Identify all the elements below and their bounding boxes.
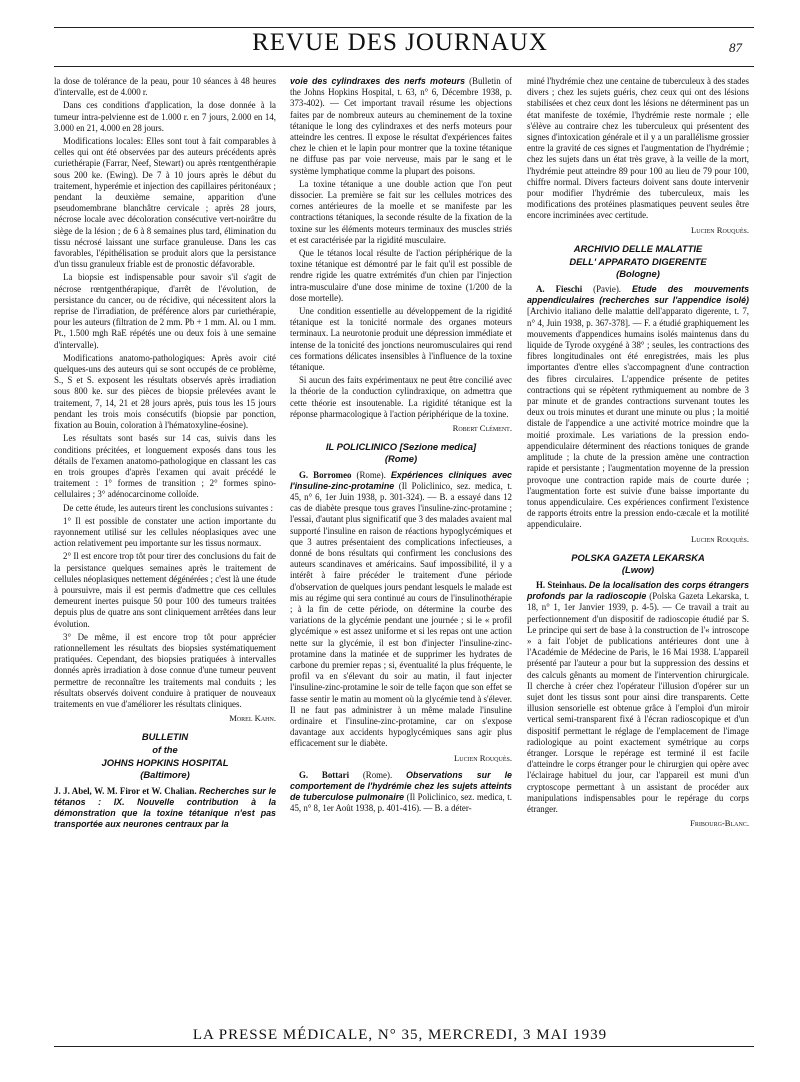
article-authors: H. Steinhaus. bbox=[536, 579, 587, 590]
author-signature: Fribourg-Blanc. bbox=[690, 818, 749, 829]
section-heading-line: DELL' APPARATO DIGERENTE bbox=[569, 255, 707, 267]
article-city: (Rome). bbox=[356, 469, 386, 480]
article-entry bbox=[527, 284, 749, 530]
section-heading bbox=[54, 730, 276, 769]
paragraph: Que le tétanos local résulte de l'action périphérique de la toxine tétanique est démontré par le fait qu'il est possible de rendre rigide les quatre extrémités d'un chien par l'injection intra-musculaire d'une dose minime de toxine (1/200 de la dose mortelle). bbox=[290, 248, 512, 303]
page-number: 87 bbox=[729, 40, 742, 55]
article-authors: J. J. Abel, W. M. Firor et W. Chalian. bbox=[54, 785, 197, 796]
paragraph: Modifications locales: Elles sont tout à fait comparables à celles qui ont été observées par des auteurs précédents après curiethérapie (Farrar, Neef, Stewart) ou après rœntgenthérapie sous 200 ke. (Ewing). De 7 à 10 jours après le début du traitement, hyperémie et injection des capillaires péritonéaux ; pendant la deuxième semaine, apparition d'une pseudomembrane blanchâtre cervicale ; après 28 jours, nécrose locale avec décoloration consécutive vert-noirâtre du siège de la lésion ; de 6 à 8 semaines plus tard, élimination du tissu nécrosé laissant une surface granuleuse. Dans les cas favorables, l'épithélisation se produit alors que la persistance d'un tissu granuleux friable est de pronostic défavorable. bbox=[54, 136, 276, 270]
paragraph: la dose de tolérance de la peau, pour 10 séances à 48 heures d'intervalle, est de 4.000 r. bbox=[54, 76, 276, 98]
column-1 bbox=[54, 76, 276, 832]
section-location: (Baltimore) bbox=[140, 769, 190, 781]
section-heading bbox=[527, 242, 749, 268]
column-2 bbox=[290, 76, 512, 817]
article-title: De la localisation des corps étrangers profonds par la radioscopie bbox=[527, 579, 750, 602]
section-heading-line: JOHNS HOPKINS HOSPITAL bbox=[101, 757, 229, 769]
article-city: (Pavie). bbox=[593, 284, 622, 295]
paragraph: La biopsie est indispensable pour savoir s'il s'agit de nécrose rœntgenthérapique, d'arrêt de l'évolution, de persistance du cancer, ou de récidive, qui nécessitent alors la reprise de l'irradiation, de préférence alors par curiethérapie, pour les auteurs (filtration de 2 mm. Pb + 1 mm. Al. ou 1 mm. Pt., 1.500 mgh RaE répétés une ou deux fois à une semaine d'intervalle). bbox=[54, 272, 276, 350]
article-city: (Rome). bbox=[362, 769, 393, 780]
article-body: (Bulletin of the Johns Hopkins Hospital, t. 63, n° 6, Décembre 1938, p. 373-402). — Cet important travail résume les objections faites par de nombreux auteurs au cheminement de la toxine tétanique le long des cylindraxes et des nerfs moteurs pour atteindre les centres. Il expose le résultat d'expériences faites chez le chien et le lapin pour montrer que la toxine tétanique ne diffuse pas par voie nerveuse, mais par le sang et le système lymphatique comme la plupart des poisons. bbox=[290, 76, 513, 176]
section-location: (Lwow) bbox=[621, 563, 655, 575]
article-continuation bbox=[290, 76, 512, 177]
article-body: (Polska Gazeta Lekarska, t. 18, n° 1, 1er Janvier 1939, p. 4-5). — Ce travail a trait au perfectionnement d'un dispositif de radioscopie étudié par S. Le principe qui sert de base à la construction de l'« introscope » a fait l'objet de publications antérieures dont une à l'Académie de Médecine de Paris, le 16 Mai 1938. L'appareil présenté par l'auteur a pour but la suppression des dessins et des calculs gênants au moment de l'intervention chirurgicale. Il cherche à créer chez l'opérateur l'illusion d'opérer sur un sujet dont les tissus sont pour ainsi dire transparents. Cette illusion sensorielle est obtenue grâce à l'emploi d'un miroir vertical semi-transparent fixé à l'écran radioscopique et d'un dispositif permettant le réglage de l'emplacement de l'image radiologique au point exactement symétrique au corps étranger. Lorsque le repérage est terminé il est facile d'atteindre le corps étranger pour le chirurgien qui opère avec l'éclairage habituel du jour, car l'appareil est muni d'un cryptoscope permettant à un assistant de procéder aux manipulations indispensables pour le repérage du corps étranger. bbox=[527, 591, 750, 814]
author-signature: Lucien Rouquès. bbox=[454, 752, 512, 763]
paragraph: 3° De même, il est encore trop tôt pour apprécier rationnellement les résultats des biopsies systématiquement pratiquées. Cependant, des biopsies pratiquées à intervalles donnés après irradiation à dose connue d'une tumeur peuvent permettre de reconnaître les traitements mal conduits ; les résultats observés doivent conduire à pratiquer de nouveaux traitements en vue d'améliorer les résultats cliniques. bbox=[54, 631, 276, 709]
article-title: Recherches sur le tétanos : IX. Nouvelle contribution à la démonstration que la toxine tétanique n'est pas transportée aux neurones centraux par la bbox=[54, 785, 277, 830]
page-header bbox=[0, 0, 800, 72]
footer-rule bbox=[54, 1046, 754, 1047]
paragraph: La toxine tétanique a une double action que l'on peut dissocier. La première se fait sur les cellules motrices des cornes antérieures de la moelle et se manifeste par les contractions tétaniques, la seconde résulte de la fixation de la toxine sur les éléments moteurs terminaux des muscles striés et est caractérisée par la rigidité musculaire. bbox=[290, 178, 512, 245]
section-heading: IL POLICLINICO [Sezione medica] bbox=[325, 441, 477, 453]
paragraph: Une condition essentielle au développement de la rigidité tétanique est la tonicité normale des organes moteurs terminaux. La neurotonie produit une dépression immédiate et intense de la tonicité des jonctions neuromusculaires qui rend ces formations délicates insensibles à l'influence de la toxine tétanique. bbox=[290, 306, 512, 373]
section-heading: POLSKA GAZETA LEKARSKA bbox=[571, 551, 705, 563]
paragraph: miné l'hydrémie chez une centaine de tuberculeux à des stades divers ; chez les sujets guéris, chez ceux qui ont des lésions stabilisées et chez ceux dont les lésions ne déterminent pas un état manifeste de toxémie, l'hydrémie reste normale ; elle s'élève au contraire chez les tuberculeux qui présentent des signes d'intoxication générale et il y a un parallélisme grossier entre la gravité de ces signes et l'augmentation de l'hydrémie ; chez les sujets dans un état très grave, à la veille de la mort, l'hydrémie peut atteindre 89 pour 100 au lieu de 79 pour 100, chiffre normal. Divers facteurs doivent sans doute intervenir pour modifier l'hydrémie des tuberculeux, mais les modifications des protéines plasmatiques peuvent seules être encore incriminées avec certitude. bbox=[527, 76, 749, 221]
section-heading-line: BULLETIN bbox=[141, 731, 189, 743]
paragraph: De cette étude, les auteurs tirent les conclusions suivantes : bbox=[63, 502, 273, 513]
article-entry bbox=[290, 770, 512, 815]
article-body: [Archivio italiano delle malattie dell'apparato digerente, t. 7, n° 4, Juin 1938, p. 367-378]. — F. a étudié graphiquement les mouvements d'appendices humains isolés maintenus dans du liquide de Tyrode oxygéné à 38° ; seules, les contractions des fibres longitudinales ont été enregistrées, mais les plus importantes d'entre elles s'accompagnent d'une contraction des fibres circulaires. L'appendice présente de petites contractions qui se répètent rythmiquement au nombre de 3 par minute et de grandes contractions survenant toutes les deux ou trois minutes et durant une minute ou plus ; la moitié distale de l'appendice a une activité motrice moindre que la moitié proximale. Les variations de la pression endo-appendiculaire déterminent des réactions toniques de grande amplitude ; la chute de la pression amène une contraction rapide et persistante ; l'augmentation moyenne de la pression provoque une contraction rapide mais de courte durée ; l'augmentation forte est suivie d'une baisse importante du tonus appendiculaire. Ces expériences confirment l'existence de rapports étroits entre la pression endo-cæcale et la motilité appendiculaire. bbox=[527, 306, 749, 530]
article-authors: G. Bottari bbox=[299, 769, 350, 780]
paragraph: Si aucun des faits expérimentaux ne peut être concilié avec la théorie de la conduction cylindraxique, on admettra que cette théorie est insoutenable. La rigidité tétanique est la réponse pharmacologique à l'action périphérique de la toxine. bbox=[290, 375, 512, 419]
paragraph: Les résultats sont basés sur 14 cas, suivis dans les conditions précitées, et longuement exposés dans tous les détails de l'examen anatomo-pathologique en classant les cas en trois groupes d'après l'examen qui avait précédé le traitement : 1° formes de transition ; 2° formes spino-cellulaires ; 3° adénocarcinome colloïde. bbox=[54, 433, 276, 500]
article-body: (Il Policlinico, sez. medica, t. 45, n° 6, 1er Juin 1938, p. 301-324). — B. a essayé dans 12 cas de diabète presque tous graves l'insuline-zinc-protamine ; l'essai, d'autant plus significatif que 3 des malades avaient mal supporté l'insuline en raison de réactions hypoglycémiques et que 3 autres présentaient des complications infectieuses, a donné de bons résultats qui confirment les conclusions des auteurs scandinaves et américains. Sauf impossibilité, il y a intérêt à faire précéder le traitement d'une période d'observation de quelques jours pendant lesquels le malade est mis au régime qui sera continué au cours de l'insulinothérapie ; à la fin de cette période, on détermine la courbe des variations de la glycémie pendant une journée ; si le « profil glycémique » est assez uniforme et si les repas ont une action nette sur la glycémie, il est bon d'injecter l'insuline-zinc-protamine dans la matinée et de supprimer les hydrates de carbone du premier repas ; si, éventualité la plus fréquente, le profil va en s'élevant du soir au matin, il faut injecter l'insuline-zinc-protamine le soir de telle façon que son effet se fasse sentir le matin au moment où la glycémie tend à s'élever. Il ne faut pas administrer à un même malade l'insuline ordinaire et l'insuline-zinc-protamine, car on s'expose davantage aux accidents hypoglycémiques sans agir plus efficacement sur le diabète. bbox=[290, 480, 513, 749]
paragraph: 1° Il est possible de constater une action importante du rayonnement utilisé sur les cellules néoplasiques avec une action relativement peu importante sur les tissus normaux. bbox=[54, 515, 276, 549]
section-location: (Bologne) bbox=[616, 267, 660, 279]
section-location: (Rome) bbox=[384, 453, 418, 465]
header-rule-bottom bbox=[54, 66, 754, 67]
article-title: Etude des mouvements appendiculaires (recherches sur l'appendice isolé) bbox=[527, 284, 750, 306]
author-signature: Robert Clément. bbox=[452, 423, 512, 434]
paragraph: Modifications anatomo-pathologiques: Après avoir cité quelques-uns des auteurs qui se sont occupés de ce problème, S., S et S. exposent les résultats observés après irradiation sous 800 ke. sur des pièces de biopsie prélevées avant le traitement, 7, 14, 21 et 28 jours après, puis tous les 15 jours pendant les trois mois consécutifs (biopsie par ponction, fixation au Bouin, coloration à l'hématoxyline-éosine). bbox=[54, 352, 276, 431]
page-footer: LA PRESSE MÉDICALE, N° 35, MERCREDI, 3 MAI 1939 bbox=[192, 1027, 608, 1043]
article-title-continued: voie des cylindraxes des nerfs moteurs bbox=[290, 76, 466, 86]
article-authors: G. Borromeo bbox=[299, 469, 352, 480]
author-signature: Lucien Rouquès. bbox=[691, 224, 749, 235]
header-rule-top bbox=[54, 27, 754, 28]
article-entry bbox=[54, 786, 276, 831]
article-entry bbox=[527, 580, 749, 815]
article-entry bbox=[290, 470, 512, 750]
author-signature: Lucien Rouquès. bbox=[691, 533, 749, 544]
article-title: Expériences cliniques avec l'insuline-zinc-protamine bbox=[290, 469, 512, 491]
paragraph: 2° Il est encore trop tôt pour tirer des conclusions du fait de la persistance quelques semaines après le traitement de cellules néoplasiques nettement dégénérées ; c'est là une étude à poursuivre, mais il est permis d'admettre que ces cellules demeurent inertes puisque 50 pour 100 des tumeurs traitées depuis plus de quatre ans sont cliniquement arrêtées dans leur évolution. bbox=[54, 551, 276, 629]
column-3 bbox=[527, 76, 749, 835]
section-heading-line: of the bbox=[152, 744, 178, 756]
article-title: Observations sur le comportement de l'hydrémie chez les sujets atteints de tuberculose pulmonaire bbox=[290, 769, 512, 803]
paragraph: Dans ces conditions d'application, la dose donnée à la tumeur intra-pelvienne est de 1.000 r. en 7 jours, 2.000 en 14, 3.000 en 21, 4.000 en 28 jours. bbox=[54, 100, 276, 133]
journal-section-title: REVUE DES JOURNAUX bbox=[252, 29, 548, 56]
author-signature: Morel Kahn. bbox=[229, 713, 276, 724]
article-body: (Il Policlinico, sez. medica, t. 45, n° 8, 1er Août 1938, p. 401-416). — B. a déter- bbox=[290, 792, 512, 814]
article-authors: A. Fieschi bbox=[536, 284, 583, 295]
section-heading-line: ARCHIVIO DELLE MALATTIE bbox=[573, 242, 703, 254]
